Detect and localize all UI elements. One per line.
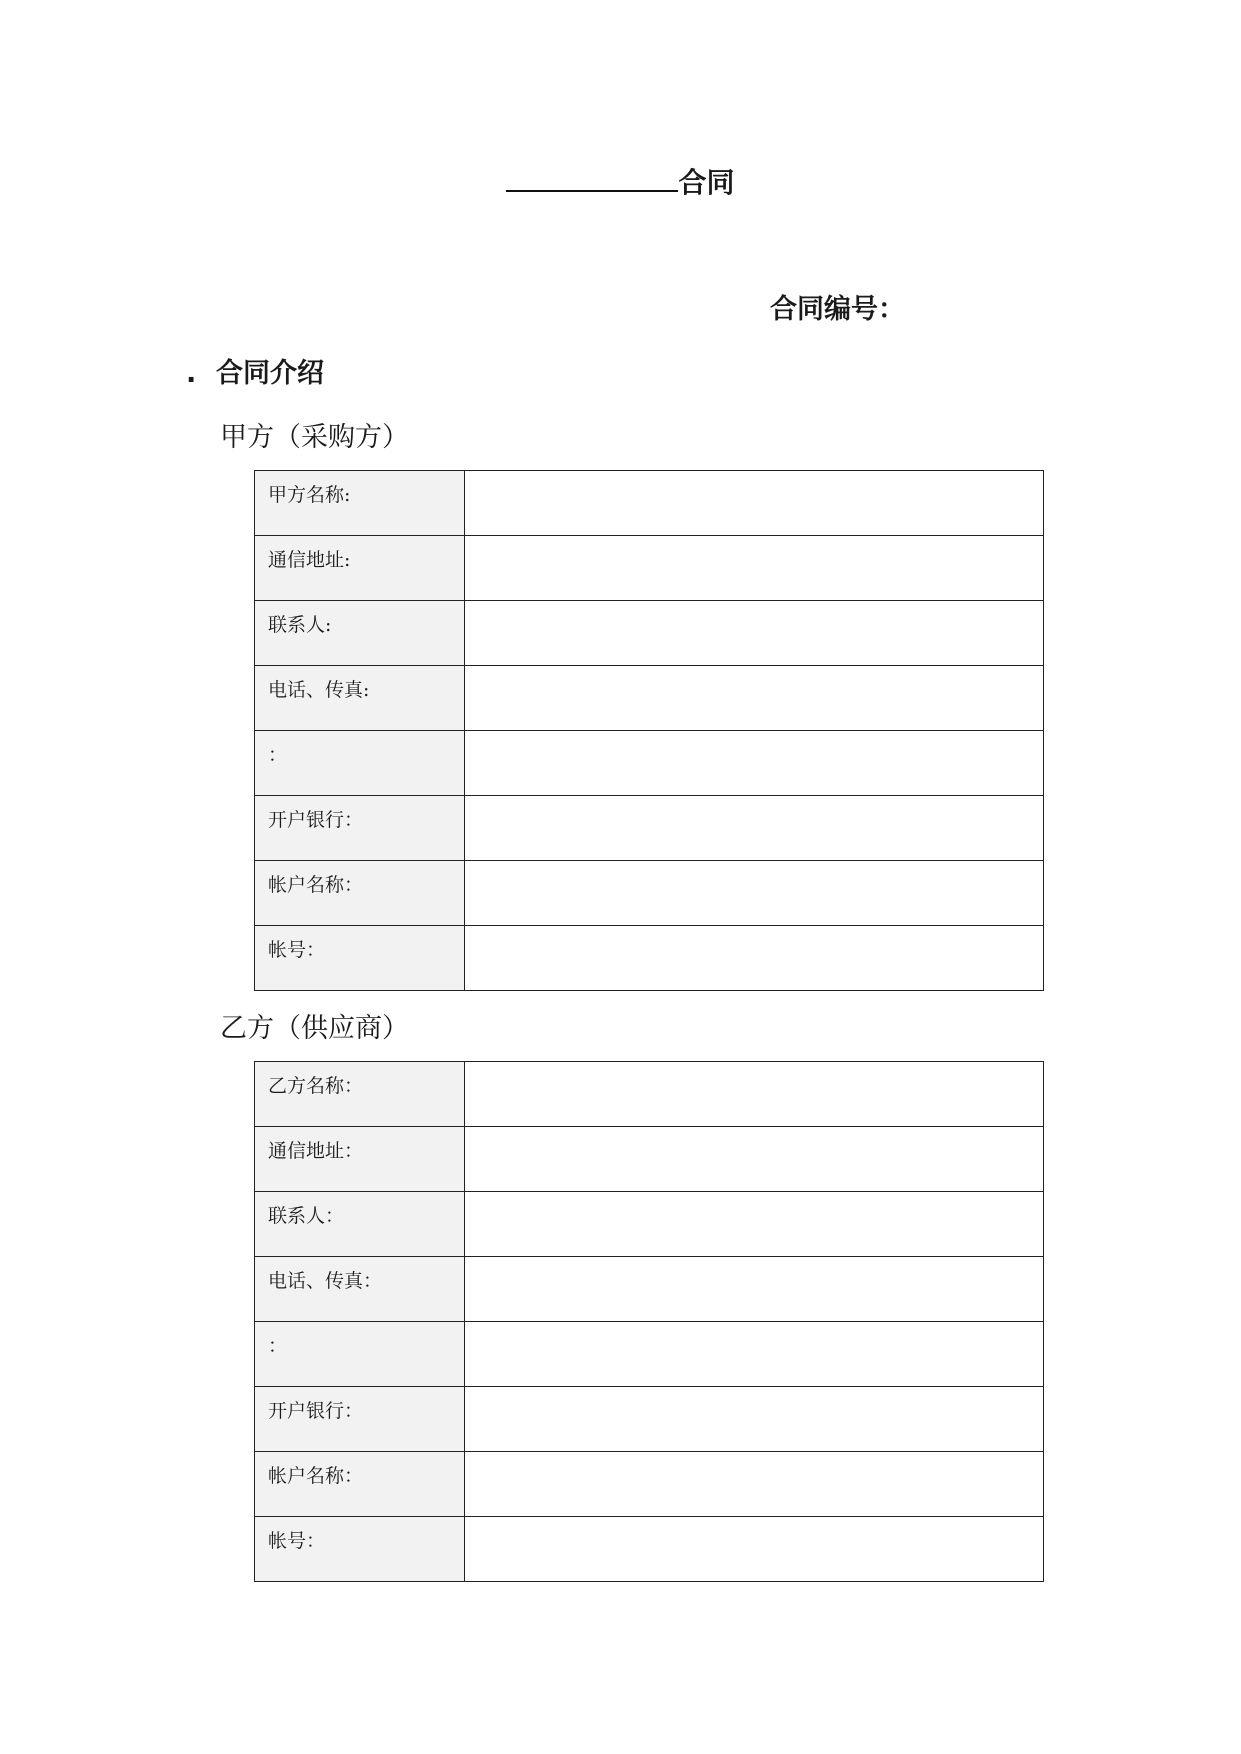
party-b-heading: 乙方（供应商） [220, 1013, 409, 1044]
table-row [255, 1062, 1044, 1127]
field-label: 帐号： [255, 1517, 465, 1582]
table-row [255, 536, 1044, 601]
field-label: 乙方名称： [255, 1062, 465, 1127]
field-value[interactable] [465, 1322, 1044, 1387]
field-value[interactable] [465, 601, 1044, 666]
field-label: 联系人: [255, 601, 465, 666]
field-value[interactable] [465, 731, 1044, 796]
field-label: 甲方名称: [255, 471, 465, 536]
table-row [255, 601, 1044, 666]
field-value[interactable] [465, 666, 1044, 731]
field-label: 开户银行： [255, 796, 465, 861]
field-label: 通信地址: [255, 536, 465, 601]
field-label: ： [255, 731, 465, 796]
table-row [255, 666, 1044, 731]
table-row [255, 1192, 1044, 1257]
party-a-heading: 甲方（采购方） [220, 422, 409, 453]
table-row [255, 796, 1044, 861]
contract-number-label: 合同编号： [770, 294, 905, 325]
field-value[interactable] [465, 471, 1044, 536]
table-row [255, 1387, 1044, 1452]
field-value[interactable] [465, 536, 1044, 601]
section-title: 合同介绍 [216, 358, 324, 389]
contract-title-suffix: 合同 [678, 166, 735, 199]
field-value[interactable] [465, 1127, 1044, 1192]
table-row [255, 1517, 1044, 1582]
field-label: 帐户名称： [255, 861, 465, 926]
field-value[interactable] [465, 1257, 1044, 1322]
field-value[interactable] [465, 1387, 1044, 1452]
contract-title [0, 160, 1241, 203]
field-value[interactable] [465, 796, 1044, 861]
contract-name-blank[interactable] [506, 160, 678, 192]
party-a-table [254, 470, 1044, 991]
table-row [255, 1322, 1044, 1387]
table-row [255, 731, 1044, 796]
field-label: 电话、传真: [255, 666, 465, 731]
field-value[interactable] [465, 1062, 1044, 1127]
field-label: 电话、传真： [255, 1257, 465, 1322]
field-value[interactable] [465, 1192, 1044, 1257]
field-value[interactable] [465, 1517, 1044, 1582]
table-row [255, 1452, 1044, 1517]
section-number: . [186, 358, 197, 389]
table-row [255, 1257, 1044, 1322]
table-row [255, 861, 1044, 926]
field-value[interactable] [465, 861, 1044, 926]
field-label: 联系人： [255, 1192, 465, 1257]
field-label: 帐号： [255, 926, 465, 991]
field-label: 开户银行： [255, 1387, 465, 1452]
table-row [255, 1127, 1044, 1192]
table-row [255, 471, 1044, 536]
field-value[interactable] [465, 926, 1044, 991]
field-label: ： [255, 1322, 465, 1387]
field-value[interactable] [465, 1452, 1044, 1517]
section-heading [186, 354, 324, 394]
party-b-table [254, 1061, 1044, 1582]
table-row [255, 926, 1044, 991]
field-label: 通信地址： [255, 1127, 465, 1192]
field-label: 帐户名称： [255, 1452, 465, 1517]
